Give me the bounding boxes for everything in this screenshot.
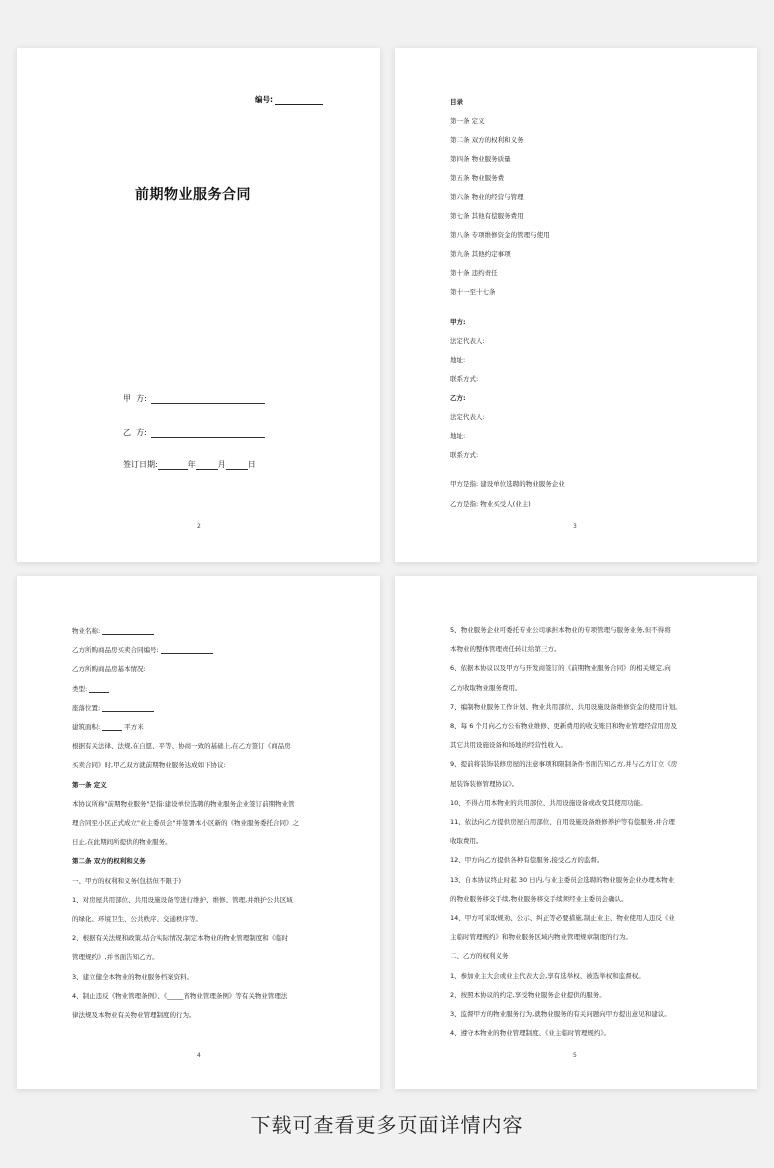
body-line: 2、按照本协议的约定,享受物业服务企业提供的服务。 [450,990,606,999]
body-line: 二、乙方的权利义务 [450,952,509,961]
line-text: 乙方所购商品房基本情况: [72,665,146,674]
fill-in-line [102,704,154,712]
body-line [72,1011,196,1019]
body-line: 的物业服务移交手续,物业服务移交手续须经业主委员会确认。 [450,894,628,903]
contract-number-line [275,96,323,105]
party-b-address: 地址: [450,432,466,440]
toc-item: 第九条 其他约定事项 [450,250,511,258]
fill-in-line [161,646,213,654]
page-number: 5 [573,1052,577,1059]
body-line [72,646,213,654]
party-b-legal-rep: 法定代表人: [450,413,485,421]
toc-item: 第十一至十七条 [450,288,496,296]
line-text: 第一条 定义 [72,780,107,789]
sign-month-line [196,460,218,470]
body-line: 7、编制物业服务工作计划、物业共用部位、共用设施设备维修资金的使用计划。 [450,702,682,711]
party-a-field [123,393,265,404]
toc-item: 第二条 双方的权利和义务 [450,136,524,144]
toc-item: 第七条 其他有偿服务费用 [450,212,524,220]
fill-in-line [102,627,154,635]
body-line [72,915,202,923]
body-line [72,896,293,904]
body-line: 12、甲方向乙方提供各种有偿服务,接受乙方的监督。 [450,856,604,865]
body-line [72,973,193,981]
page-number: 4 [197,1052,201,1059]
page-4-body [17,576,380,1089]
year-label: 年 [187,460,196,469]
fill-in-line [102,723,122,731]
body-line: 10、不得占用本物业的共用部位、共用设施设备或改变其使用功能。 [450,798,647,807]
body-line [72,819,299,827]
line-text: 一、甲方的权利和义务(包括但不限于) [72,876,182,885]
party-a-line [151,394,265,404]
line-text: 买卖合同》时,甲乙双方就前期物业服务达成如下协议: [72,761,226,770]
body-line [72,723,144,731]
fill-in-line [89,685,109,693]
body-line: 6、依据本协议以及甲方与开发商签订的《前期物业服务合同》的相关规定,向 [450,664,671,673]
body-line [72,800,295,808]
month-label: 月 [217,460,226,469]
line-text: 乙方所购商品房买卖合同编号: [72,646,159,655]
line-text: 根据有关法律、法规,在自愿、平等、协商一致的基础上,在乙方签订《商品房 [72,742,291,751]
body-line: 1、参加业主大会或业主代表大会,享有选举权、被选举权和监督权。 [450,971,645,980]
body-line [72,934,288,942]
sign-year-line [158,460,188,470]
line-text: 2、根据有关法规和政策,结合实际情况,制定本物业的物业管理制度和《临时 [72,934,289,943]
body-line: 主临时管理规约》和物业服务区域内物业管理规章制度的行为。 [450,933,632,942]
party-b-heading: 乙方: [450,394,466,402]
body-line [72,704,154,712]
toc-title: 目录 [450,98,463,106]
party-b-definition: 乙方是指: 物业买受人(业主) [450,500,531,508]
body-line [72,665,146,673]
section-heading [72,781,107,789]
body-line: 收取费用。 [450,837,483,846]
body-line: 8、每 6 个月向乙方公布物业维修、更新费用的收支账目和物业管理经营用房及 [450,722,677,730]
party-b-label: 乙 方: [123,428,147,437]
toc-item: 第八条 专项维修资金的管理与使用 [450,231,550,239]
line-text: 管理规约》,并书面告知乙方。 [72,953,159,962]
contract-number-field [255,94,323,105]
party-a-legal-rep: 法定代表人: [450,337,485,345]
page-3-toc [395,48,757,562]
body-line: 5、物业服务企业可委托专业公司承担本物业的专项管理与服务业务,但不得将 [450,626,671,634]
body-line: 3、监督甲方的物业服务行为,就物业服务的有关问题向甲方提出意见和建议。 [450,1010,671,1018]
body-line [72,877,181,885]
sign-date-label: 签订日期: [123,460,158,469]
sign-day-line [226,460,248,470]
toc-item: 第六条 物业的经营与管理 [450,193,524,201]
unit-label: 平方米 [124,723,144,731]
party-b-contact: 联系方式: [450,451,479,459]
sign-date-field [123,459,256,470]
line-text: 4、制止违反《物业管理条例》、《_____省物业管理条例》等有关物业管理法 [72,991,288,1000]
toc-item: 第一条 定义 [450,117,485,125]
line-text: 日止,在此期间所提供的物业服务。 [72,838,172,847]
line-text: 本协议所称"前期物业服务"是指:建设单位选聘的物业服务企业签订前期物业管 [72,799,295,808]
body-line [72,685,109,693]
document-title: 前期物业服务合同 [135,187,251,203]
toc-item: 第四条 物业服务质量 [450,155,511,163]
body-line [72,953,159,961]
body-line: 乙方收取物业服务费用。 [450,683,522,692]
body-line: 14、甲方可采取规劝、公示、纠正等必要措施,制止业主、物业使用人违反《业 [450,914,675,922]
body-line: 4、遵守本物业的物业管理制度、《业主临时管理规约》。 [450,1029,611,1038]
line-text: 理合同至小区正式成立"业主委员会"并签署本小区新的《物业服务委托合同》之 [72,819,299,827]
party-a-label: 甲 方: [123,394,147,403]
party-a-definition: 甲方是指: 建设单位选聘的物业服务企业 [450,480,565,488]
line-text: 物业名称: [72,627,101,635]
body-line: 9、提前将装饰装修房屋的注意事项和限制条件书面告知乙方,并与乙方订立《房 [450,760,678,769]
download-more-caption: 下载可查看更多页面详情内容 [250,1113,524,1137]
contract-number-label: 编号: [255,95,273,104]
party-b-line [151,428,265,438]
toc-item: 第五条 物业服务费 [450,174,505,182]
line-text: 类型: [72,684,88,693]
body-line [72,627,154,635]
body-line: 其它共用设施设备和场地的经营性收入。 [450,741,567,750]
page-2-cover [17,48,380,562]
body-line [72,838,172,846]
body-line: 11、依法向乙方提供房屋自用部位、自用设施设备维修养护等有偿服务,并合理 [450,818,675,826]
page-5-body [395,576,757,1089]
day-label: 日 [247,460,256,469]
line-text: 1、对房屋共用部位、共用设施设备等进行维护、维修、管理,并维护公共区域 [72,895,293,904]
line-text: 3、建立健全本物业的物业服务档案资料。 [72,972,194,981]
line-text: 律法规及本物业有关物业管理制度的行为。 [72,1011,196,1019]
party-b-field [123,427,265,438]
toc-item: 第十条 违约责任 [450,269,498,277]
body-line [72,992,287,1000]
party-a-address: 地址: [450,356,466,364]
line-text: 的绿化、环境卫生、公共秩序、交通秩序等。 [72,915,202,923]
page-number: 2 [197,523,201,530]
line-text: 建筑面积: [72,723,101,731]
party-a-heading: 甲方: [450,318,466,326]
body-line: 13、自本协议终止时起 30 日内,与业主委员会选聘的物业服务企业办理本物业 [450,875,675,884]
line-text: 座落位置: [72,703,101,712]
body-line: 本物业的整体管理责任转让给第三方。 [450,645,561,654]
body-line [72,761,226,769]
body-line [72,742,291,750]
page-number: 3 [573,523,577,530]
body-line: 屋装饰装修管理协议》。 [450,779,519,788]
party-a-contact: 联系方式: [450,375,479,383]
line-text: 第二条 双方的权利和义务 [72,857,146,866]
section-heading [72,857,146,865]
